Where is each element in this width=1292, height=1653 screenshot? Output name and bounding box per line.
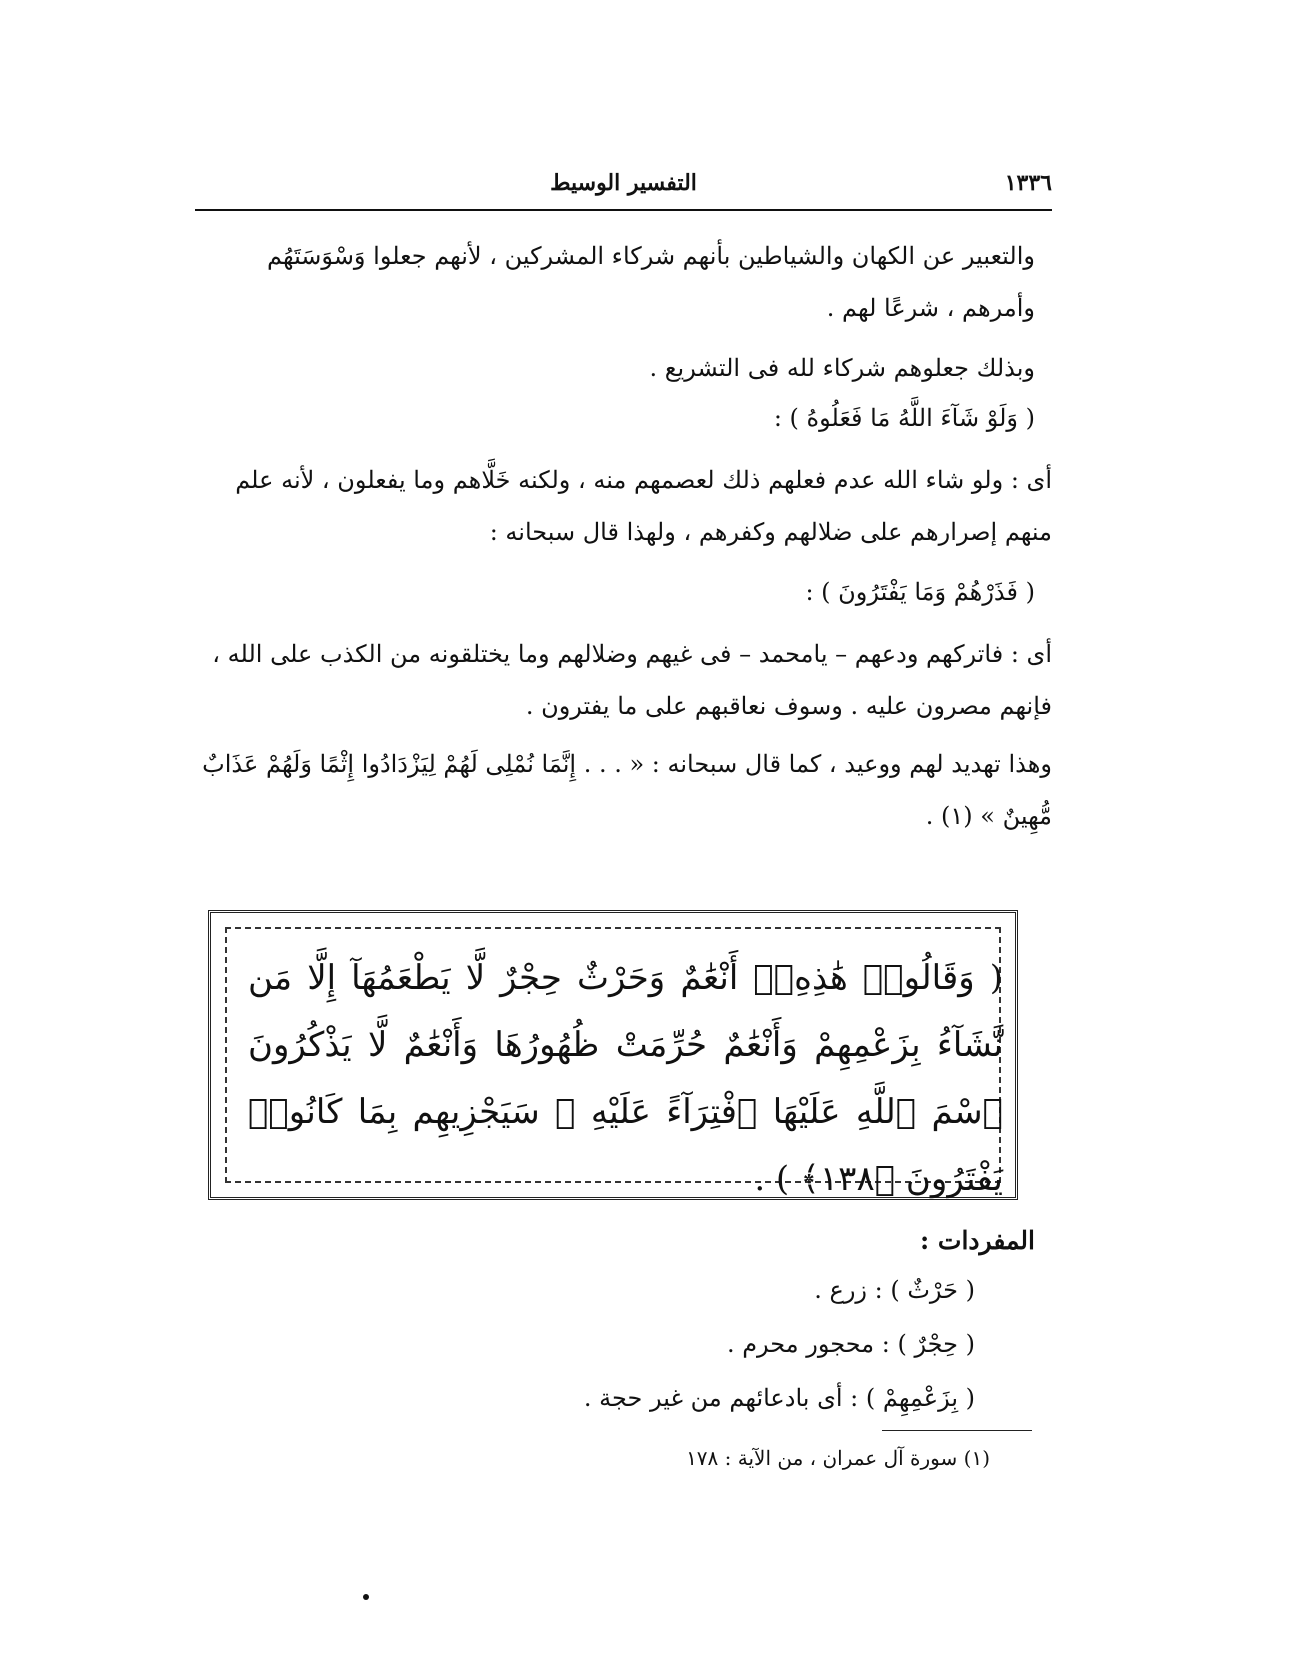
paragraph-1: والتعبير عن الكهان والشياطين بأنهم شركاء المشركين ، لأنهم جعلوا وَسْوَسَتَهُم وأمرهم ، شرعًا لهم . [267, 242, 1035, 322]
footnote: (١) سورة آل عمران ، من الآية : ١٧٨ [686, 1446, 990, 1470]
vocabulary-item: ( حَرْثٌ ) : زرع . [814, 1276, 975, 1304]
page-number: ١٣٣٦ [1004, 170, 1052, 196]
vocabulary-item: ( بِزَعْمِهِمْ ) : أى بادعائهم من غير حجة . [583, 1384, 975, 1412]
footnote-rule [882, 1430, 1032, 1431]
running-title: التفسير الوسيط [550, 170, 697, 196]
vocabulary-item: ( حِجْرٌ ) : محجور محرم . [726, 1330, 975, 1358]
header-rule [195, 209, 1052, 211]
quran-verse: ( وَقَالُوا۟ هَٰذِهِۦٓ أَنْعَٰمٌ وَحَرْثٌ حِجْرٌ لَّا يَطْعَمُهَآ إِلَّا مَن نَّشَآءُ بِزَعْمِهِمْ وَأَنْعَٰمٌ حُرِّمَتْ ظُهُورُهَا وَأَنْعَٰمٌ لَّا يَذْكُرُونَ ٱسْمَ ٱللَّهِ عَلَيْهَا ٱفْتِرَآءً عَلَيْهِ ۚ سَيَجْزِيهِم بِمَا كَانُوا۟ يَفْتَرُونَ ﴿١٣٨﴾ ) . [248, 958, 1003, 1199]
paragraph-3: أى : ولو شاء الله عدم فعلهم ذلك لعصمهم منه ، ولكنه خَلَّاهم وما يفعلون ، لأنه علم منهم إصرارهم على ضلالهم وكفرهم ، ولهذا قال سبحانه : [235, 466, 1052, 546]
scan-speck [363, 1594, 369, 1600]
paragraph-4: أى : فاتركهم ودعهم – يامحمد – فى غيهم وضلالهم وما يختلقونه من الكذب على الله ، فإنهم مصرون عليه . وسوف نعاقبهم على ما يفترون . [212, 640, 1052, 720]
quran-quote-2: ( فَذَرْهُمْ وَمَا يَفْتَرُونَ ) : [805, 578, 1035, 606]
page-header [195, 170, 1052, 200]
paragraph-2: وبذلك جعلوهم شركاء لله فى التشريع . [649, 354, 1035, 382]
quran-quote-1: ( وَلَوْ شَآءَ اللَّهُ مَا فَعَلُوهُ ) : [773, 404, 1035, 432]
vocabulary-heading: المفردات : [919, 1226, 1035, 1255]
paragraph-5: وهذا تهديد لهم ووعيد ، كما قال سبحانه : « . . . إِنَّمَا نُمْلِى لَهُمْ لِيَزْدَادُوا إِثْمًا وَلَهُمْ عَذَابٌ مُّهِينٌ » (١) . [202, 750, 1052, 830]
